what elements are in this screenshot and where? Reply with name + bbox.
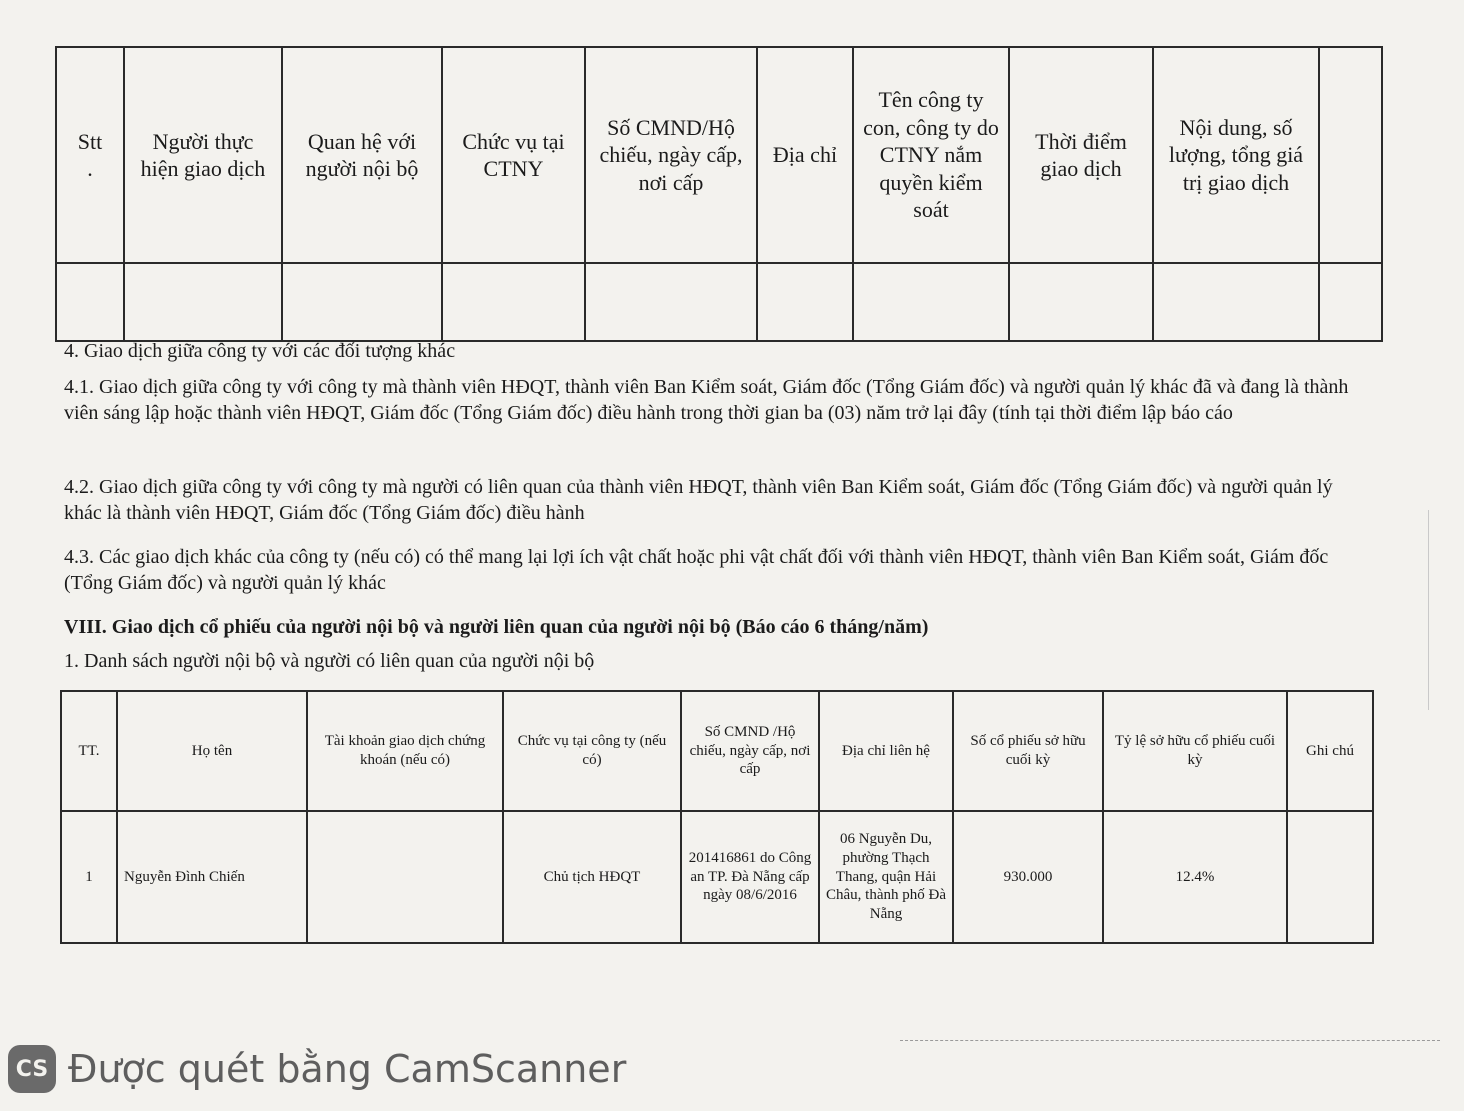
col-ho-ten: Họ tên [117, 691, 307, 811]
cell-address: 06 Nguyễn Du, phường Thạch Thang, quận Hải Châu, thành phố Đà Nẵng [819, 811, 953, 943]
col-ty-le: Tỷ lệ sở hữu cổ phiếu cuối kỳ [1103, 691, 1287, 811]
cell-note [1287, 811, 1373, 943]
table-cell [757, 263, 853, 341]
table-header-row [61, 691, 1373, 811]
table-header-row [56, 47, 1382, 263]
col-thoi-diem: Thời điểm giao dịch [1009, 47, 1153, 263]
cell-name: Nguyễn Đình Chiến [117, 811, 307, 943]
col-so-co-phieu: Số cổ phiếu sở hữu cuối kỳ [953, 691, 1103, 811]
insider-list-table [60, 690, 1374, 944]
table-cell [1009, 263, 1153, 341]
col-ghi-chu: Ghi chú [1287, 691, 1373, 811]
scan-edge-line [900, 1040, 1440, 1041]
section-4-2-text: 4.2. Giao dịch giữa công ty với công ty mà người có liên quan của thành viên HĐQT, thành viên Ban Kiểm soát, Giám đốc (Tổng Giám đốc) và người quản lý khác là thành viên HĐQT, Giám đốc (Tổng Giám đốc) điều hành [64, 476, 1333, 524]
cell-tt: 1 [61, 811, 117, 943]
section-4-3-text: 4.3. Các giao dịch khác của công ty (nếu có) có thể mang lại lợi ích vật chất hoặc phi vật chất đối với thành viên HĐQT, thành viên Ban Kiểm soát, Giám đốc (Tổng Giám đốc) và người quản lý khác [64, 546, 1329, 594]
table-cell [56, 263, 124, 341]
col-cong-ty-con: Tên công ty con, công ty do CTNY nắm quyền kiểm soát [853, 47, 1009, 263]
cell-account [307, 811, 503, 943]
col-dia-chi-lien-he: Địa chỉ liên hệ [819, 691, 953, 811]
col-tt: TT. [61, 691, 117, 811]
camscanner-watermark [8, 1043, 626, 1095]
cell-position: Chủ tịch HĐQT [503, 811, 681, 943]
table-cell [585, 263, 757, 341]
col-chuc-vu: Chức vụ tại công ty (nếu có) [503, 691, 681, 811]
cell-shares: 930.000 [953, 811, 1103, 943]
col-cmnd: Số CMND /Hộ chiếu, ngày cấp, nơi cấp [681, 691, 819, 811]
table-cell [853, 263, 1009, 341]
table-row-empty [56, 263, 1382, 341]
col-quan-he: Quan hệ với người nội bộ [282, 47, 442, 263]
section-8-title: VIII. Giao dịch cổ phiếu của người nội bộ và người liên quan của người nội bộ (Báo cáo 6 tháng/năm) [64, 616, 929, 638]
col-tai-khoan: Tài khoản giao dịch chứng khoán (nếu có) [307, 691, 503, 811]
scan-edge-mark [1428, 510, 1443, 710]
section-4-1-text: 4.1. Giao dịch giữa công ty với công ty mà thành viên HĐQT, thành viên Ban Kiểm soát, Giám đốc (Tổng Giám đốc) và người quản lý khác đã và đang là thành viên sáng lập hoặc thành viên HĐQT, Giám đốc (Tổng Giám đốc) điều hành trong thời gian ba (03) năm trở lại đây (tính tại thời điểm lập báo cáo [64, 376, 1349, 424]
table-cell [1153, 263, 1319, 341]
transactions-table [55, 46, 1383, 342]
col-dia-chi: Địa chỉ [757, 47, 853, 263]
section-4-title: 4. Giao dịch giữa công ty với các đối tượng khác [64, 340, 456, 362]
cell-ratio: 12.4% [1103, 811, 1287, 943]
table-row [61, 811, 1373, 943]
watermark-text: Được quét bằng CamScanner [68, 1047, 627, 1091]
col-cmnd: Số CMND/Hộ chiếu, ngày cấp, nơi cấp [585, 47, 757, 263]
table-cell [1319, 263, 1382, 341]
col-stt: Stt . [56, 47, 124, 263]
table-cell [442, 263, 585, 341]
table-cell [282, 263, 442, 341]
section-8-subtitle: 1. Danh sách người nội bộ và người có liên quan của người nội bộ [64, 650, 595, 672]
table-cell [124, 263, 282, 341]
col-chuc-vu: Chức vụ tại CTNY [442, 47, 585, 263]
camscanner-logo-icon: CS [8, 1045, 56, 1093]
col-nguoi-thuc-hien: Người thực hiện giao dịch [124, 47, 282, 263]
col-blank [1319, 47, 1382, 263]
col-noi-dung: Nội dung, số lượng, tổng giá trị giao dịch [1153, 47, 1319, 263]
cell-id: 201416861 do Công an TP. Đà Nẵng cấp ngày 08/6/2016 [681, 811, 819, 943]
